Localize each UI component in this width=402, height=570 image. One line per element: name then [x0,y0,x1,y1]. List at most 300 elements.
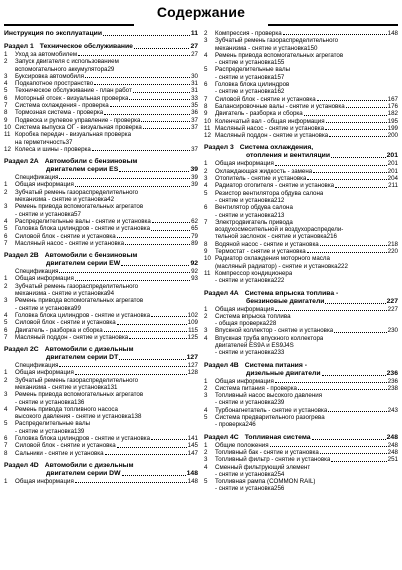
toc-entry [4,478,198,485]
toc-entry [204,175,398,182]
entry-title: Термостат - снятие и установка [215,248,306,256]
page-ref: 29 [107,65,115,73]
entry-number: 1 [4,369,8,377]
entry-number: 2 [4,282,8,290]
entry-title: Общая информация [215,160,274,168]
dot-leader [59,366,186,367]
dot-leader [59,272,190,273]
entry-number: 5 [204,189,208,197]
toc-entry [4,80,198,87]
entry-number: 1 [4,181,8,189]
entry-title: - снятие и установка [15,210,75,218]
dot-leader [103,35,190,36]
toc-section-heading [204,290,398,298]
entry-title: Топливная рампа (COMMON RAIL) [215,478,316,486]
section-title: двигателем серии EW [46,260,121,268]
entry-number: 6 [4,435,8,443]
toc-entry [204,270,398,277]
entry-number: 1 [4,51,8,58]
toc-entry [4,87,198,94]
entry-title: Общая информация [215,305,274,313]
entry-number: 1 [204,441,208,449]
title-rule-right [268,24,398,26]
dot-leader [133,92,190,93]
dot-leader [283,34,387,35]
toc-entry [204,219,398,226]
section-title: двигателем серии ES [46,166,119,174]
page-ref: 141 [187,435,198,443]
page-ref: 36 [191,109,198,117]
toc-entry [204,81,398,88]
entry-number: 4 [204,182,208,190]
entry-title: Техническое обслуживание - план работ [15,87,132,95]
toc-entry [204,449,398,456]
entry-title: Распределительные валы [15,420,91,428]
toc-entry [204,96,398,103]
toc-entry [4,102,198,109]
page-ref: 136 [74,398,85,406]
toc-column-right [204,30,398,493]
toc-entry [204,160,398,167]
dot-leader [270,446,387,447]
entry-number: 7 [4,239,8,247]
section-title: Инструкция по эксплуатации [4,30,102,37]
page-ref: 102 [187,311,198,319]
dot-leader [298,389,387,390]
toc-entry [4,312,198,319]
title-rule-left [4,24,134,26]
dot-leader [78,55,190,56]
section-title: отопления и вентиляции [246,152,330,160]
toc-entry [204,168,398,175]
page-ref: 201 [387,160,398,168]
entry-title: Распределительные валы - снятие и установка [15,217,151,225]
entry-number: 4 [204,463,208,471]
page-ref: 37 [65,138,73,146]
entry-title: - снятие и установка [215,73,275,81]
entry-title: Головка блока цилиндров - снятие и установка [15,435,151,443]
entry-number: 7 [204,95,208,103]
entry-number: 3 [204,392,208,400]
page-ref: 89 [191,239,198,247]
entry-title: Водяной насос - снятие и установка [215,240,319,248]
entry-title: воздухосмесительной и воздухораспредели- [215,226,344,234]
entry-number: 7 [4,333,8,341]
entry-title: вспомогательного аккумулятора [15,65,108,73]
page-ref: 125 [187,333,198,341]
dot-leader [94,84,190,85]
toc-entry-continuation [204,233,398,240]
entry-number: 9 [204,248,208,256]
toc-entry-continuation [204,212,398,219]
entry-number: 6 [204,204,208,212]
page-ref: 92 [190,260,198,268]
section-number: Раздел 2С [4,346,39,354]
entry-title: Спецификация [15,362,59,370]
entry-title: Подвеска и рулевое управление - проверка [15,116,141,124]
entry-number: 7 [204,218,208,226]
toc-entry [204,306,398,313]
toc-entry [4,406,198,413]
toc-entry [204,37,398,44]
toc-entry [204,241,398,248]
dot-leader [75,280,190,281]
toc-entry [4,240,198,247]
dot-leader [129,99,190,100]
toc-entry-continuation [204,45,398,52]
toc-entry [4,189,198,196]
page-ref: 211 [388,182,398,190]
toc-entry [4,420,198,427]
toc-entry [4,283,198,290]
entry-number: 5 [4,87,8,95]
entry-title: - снятие и установка [215,59,275,67]
section-title: Топливная система [244,433,311,441]
toc-entry-continuation [204,320,398,327]
page-ref: 227 [386,297,398,305]
entry-number: 8 [4,109,8,117]
entry-title: Общие положения [215,441,269,449]
entry-title: Система выпуска ОГ - визуальная проверка [15,123,142,131]
entry-title: - снятие и установка [15,398,75,406]
page-ref: 42 [107,196,115,204]
page-ref: 148 [187,477,198,485]
entry-title: Турбонагнетатель - снятие и установка [215,406,328,414]
entry-title: - снятие и установка [215,470,275,478]
entry-title: Зубчатый ремень газораспределительного [15,282,139,290]
entry-title: Общая информация [15,477,74,485]
entry-title: Коробка передач - визуальная проверка [15,131,132,139]
dot-leader [129,338,186,339]
toc-entry [4,327,198,334]
entry-number: 3 [4,203,8,211]
entry-number: 5 [4,319,8,327]
entry-title: Топливный фильтр - снятие и установка [215,456,331,464]
page-ref: 227 [387,305,398,313]
toc-entry [4,203,198,210]
entry-title: механизма - снятие и установка [15,383,108,391]
toc-entry [4,369,198,376]
page-ref: 248 [386,433,398,441]
entry-number: 3 [204,327,208,335]
toc-entry [4,442,198,449]
toc-entry [204,478,398,485]
entry-title: Колеса и шины - проверка [15,145,91,153]
section-number: Раздел 4В [204,361,239,369]
entry-title: Зубчатый ремень газораспределительного [215,37,339,45]
dot-leader [335,187,387,188]
entry-number: 12 [4,145,11,153]
dot-leader [317,100,387,101]
page-ref: 145 [187,442,198,450]
dot-leader [275,165,387,166]
toc-entry [204,414,398,421]
entry-title: Система впрыска топлива [215,312,291,320]
toc-entry [204,378,398,385]
entry-title: Вентилятор обдува салона [215,204,293,212]
entry-number: 7 [4,102,8,110]
section-title: двигателем серии DT [46,354,119,362]
page-ref: 93 [191,275,198,283]
entry-number: 2 [204,312,208,320]
page-ref: 204 [387,175,398,183]
toc-section-heading [4,30,198,38]
page-ref: 33 [191,94,198,102]
entry-number: 3 [204,456,208,464]
toc-entry-continuation [204,226,398,233]
entry-number: 11 [4,131,11,139]
page-ref: 195 [387,117,398,125]
toc-section-heading [4,354,198,362]
toc-section-heading [4,462,198,470]
section-title: Автомобили с дизельным [44,346,134,354]
dot-leader [143,128,190,129]
entry-title: Зубчатый ремень газораспределительного [15,188,139,196]
entry-number: 2 [204,384,208,392]
dot-leader [331,157,386,158]
dot-leader [104,331,187,332]
entry-number: 5 [204,478,208,486]
toc-entry [204,442,398,449]
toc-entry [204,118,398,125]
toc-entry [4,124,198,131]
toc-entry-continuation [204,277,398,284]
toc-entry-continuation [4,66,198,73]
page-ref: 94 [107,290,115,298]
entry-number: 2 [204,448,208,456]
toc-entry [4,51,198,58]
dot-leader [275,382,387,383]
toc-entry [204,30,398,37]
entry-title: - снятие и установка [215,211,275,219]
entry-title: Радиатор отопителя - снятие и установка [215,182,335,190]
entry-title: механизма - снятие и установка [15,196,108,204]
entry-title: Сменный фильтрующий элемент [215,463,311,471]
entry-title: Система охлаждения - проверка [15,102,109,110]
dot-leader [320,453,387,454]
toc-entry [204,182,398,189]
section-title: Автомобили с бензиновым [44,252,138,260]
toc-entry [204,103,398,110]
entry-number: 4 [4,405,8,413]
dot-leader [320,245,387,246]
dot-leader [119,171,189,172]
page-ref: 176 [387,102,398,110]
page-ref: 39 [190,166,198,174]
dot-leader [275,310,387,311]
toc-entry-continuation [4,413,198,420]
entry-title: Ремень привода вспомогательных агрегатов [215,51,344,59]
dot-leader [326,122,387,123]
toc-entry [204,248,398,255]
toc-entry-continuation [204,471,398,478]
dot-leader [75,482,187,483]
page-ref: 212 [274,196,285,204]
dot-leader [346,107,387,108]
dot-leader [151,230,190,231]
page-ref: 220 [387,248,398,256]
page-ref: 65 [191,225,198,233]
page-ref: 138 [131,413,142,421]
entry-number: 5 [4,420,8,428]
entry-title: Двигатель - разборка и сборка [215,110,303,118]
page-ref: 167 [387,95,398,103]
toc-entry [204,456,398,463]
toc-section-heading [4,260,198,268]
page-ref: 150 [307,44,318,52]
page-ref: 31 [191,87,198,95]
toc-entry [204,255,398,262]
toc-entry [4,334,198,341]
dot-leader [85,77,190,78]
entry-title: Спецификация [15,268,59,276]
dot-leader [331,461,386,462]
toc-entry [4,131,198,138]
toc-entry [4,377,198,384]
entry-title: Топливный насос высокого давления [215,392,323,400]
toc-entry-continuation [204,88,398,95]
dot-leader [313,172,386,173]
dot-leader [117,447,187,448]
entry-title: Моторный отсек - визуальная проверка [15,94,129,102]
dot-leader [328,411,386,412]
dot-leader [75,374,187,375]
page-ref: 251 [387,456,398,464]
page-ref: 131 [107,383,118,391]
entry-title: Охлаждающая жидкость - замена [215,167,313,175]
page-ref: 127 [187,362,198,370]
dot-leader [304,115,387,116]
toc-entry [4,391,198,398]
toc-entry-continuation [204,59,398,66]
toc-entry-continuation [204,342,398,349]
toc-entry [204,190,398,197]
entry-number: 3 [4,297,8,305]
entry-title: Ремень привода топливного насоса [15,405,118,413]
entry-title: Силовой блок - снятие и установка [15,319,116,327]
entry-number: 5 [4,225,8,233]
toc-column-left [4,30,198,485]
dot-leader [312,439,386,440]
page-ref: 27 [190,43,198,50]
toc-entry-continuation [4,290,198,297]
page-ref: 236 [387,377,398,385]
entry-title: Сальники - снятие и установка [15,449,104,457]
entry-number: 11 [204,124,211,132]
entry-number: 7 [4,442,8,450]
page-ref: 162 [274,88,285,96]
entry-number: 3 [4,391,8,399]
entry-title: - снятие и установка [215,196,275,204]
toc-entry-continuation [4,196,198,203]
entry-number: 6 [4,232,8,240]
toc-entry [204,66,398,73]
entry-title: Общая информация [15,181,74,189]
toc-entry-continuation [4,399,198,406]
entry-number: 3 [4,72,8,80]
toc-entry [204,125,398,132]
entry-number: 6 [204,81,208,89]
page-ref: 92 [191,268,198,276]
toc-entry-continuation [204,399,398,406]
toc-entry [4,181,198,188]
toc-section-heading [204,362,398,370]
entry-number: 4 [4,217,8,225]
entry-number: 1 [204,305,208,313]
toc-section-heading [204,144,398,152]
entry-number: 1 [4,275,8,283]
dot-leader [141,121,190,122]
page-ref: 239 [274,399,285,407]
entry-title: Спецификация [15,174,59,182]
toc-section-heading [4,166,198,174]
section-title: Система впрыска топлива - [244,289,339,297]
entry-title: Масляный насос - снятие и установка [215,124,325,132]
dot-leader [110,106,190,107]
page-ref: 128 [187,369,198,377]
section-number: Раздел 1 [4,43,34,50]
entry-number: 12 [204,132,211,140]
toc-section-heading [204,152,398,160]
entry-title: Радиатор охлаждения моторного масла [215,255,330,263]
toc-entry [204,327,398,334]
page-ref: 37 [191,116,198,124]
section-title: двигателем серии DW [46,469,121,477]
toc-entry-continuation [4,139,198,146]
page-ref: 238 [387,384,398,392]
entry-title: Головка блока цилиндров - снятие и установка [15,225,151,233]
page-ref: 37 [191,145,198,153]
dot-leader [134,48,189,49]
toc-section-heading [204,370,398,378]
page-ref: 243 [387,406,398,414]
page-ref: 27 [191,51,198,58]
entry-title: Силовой блок - снятие и установка [215,95,316,103]
entry-number: 2 [4,376,8,384]
toc-entry [4,95,198,102]
entry-title: Общая информация [15,369,74,377]
dot-leader [322,375,386,376]
toc-entry-continuation [4,428,198,435]
entry-title: Головка блока цилиндров - снятие и установка [15,311,151,319]
entry-number: 4 [204,406,208,414]
entry-title: Система питания - проверка [215,384,297,392]
entry-title: тельной заслонок - снятие и установка [215,233,327,241]
page-ref: 37 [191,123,198,131]
toc-entry [4,233,198,240]
entry-title: Балансировочные валы - снятие и установка [215,102,345,110]
toc-entry-continuation [204,349,398,356]
page-ref: 248 [387,441,398,449]
entry-title: Компрессор кондиционера [215,269,293,277]
entry-title: - общая проверка [215,320,266,328]
page-ref: 35 [191,102,198,110]
toc-entry [204,132,398,139]
page-ref: 222 [274,277,285,285]
entry-number: 3 [204,175,208,183]
entry-number: 2 [204,30,208,37]
toc-entry-continuation [204,485,398,492]
entry-title: Подкапотное пространство [15,80,94,88]
dot-leader [104,114,190,115]
entry-title: Двигатель - разборка и сборка [15,326,103,334]
toc-section-heading [4,346,198,354]
toc-entry-continuation [4,305,198,312]
entry-title: Впускная труба впускного коллектора [215,334,324,342]
dot-leader [122,475,186,476]
toc-entry-continuation [204,197,398,204]
dot-leader [325,303,385,304]
